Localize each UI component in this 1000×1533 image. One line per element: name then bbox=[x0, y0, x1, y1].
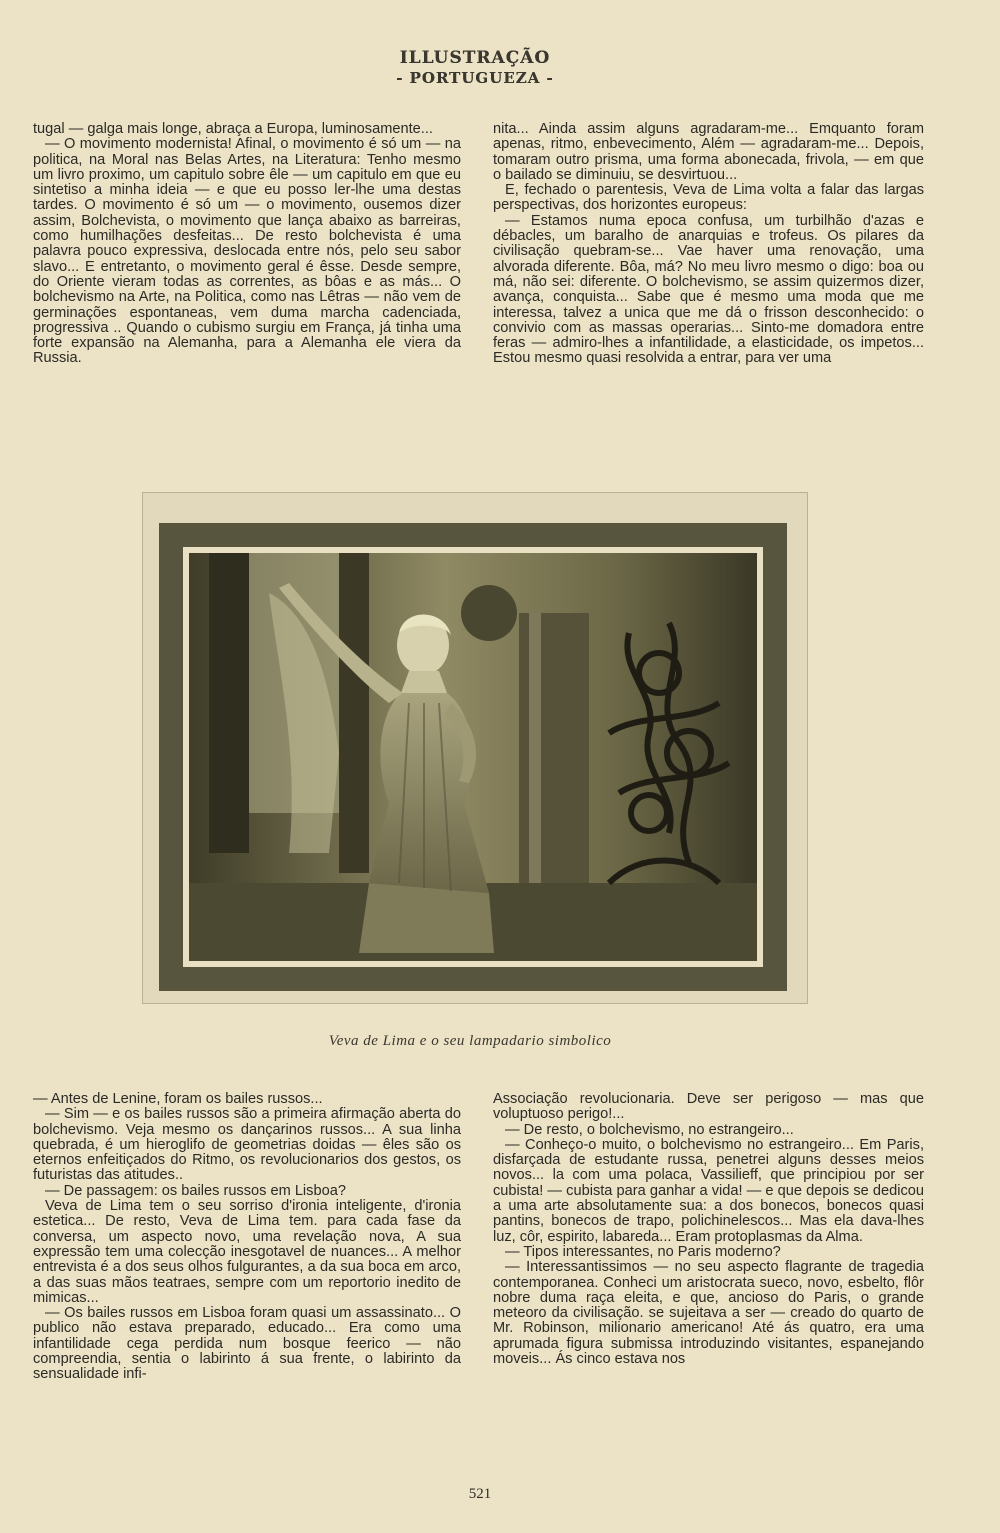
paragraph: nita... Ainda assim alguns agradaram-me... Emquanto foram apenas, ritmo, enbevecimento, Além — agradaram-me... Depois, tomaram outro prisma, uma forma abonecada, frivola, — em que o bailado se diminuiu, se desvirtuou... bbox=[493, 121, 924, 183]
text-column-top-right bbox=[493, 122, 924, 367]
paragraph: — Sim — e os bailes russos são a primeira afirmação aberta do bolchevismo. Veja mesmo os dançarinos russos... A sua linha quebrada, é um hieroglifo de geometrias doidas — êles são os eternos enfeitiçados do Ritmo, os revolucionarios dos gestos, os futuristas das atitudes.. bbox=[33, 1106, 461, 1184]
photo-border bbox=[183, 547, 763, 967]
masthead-line-2: - PORTUGUEZA - bbox=[396, 69, 554, 87]
paragraph: — De passagem: os bailes russos em Lisboa? bbox=[45, 1182, 346, 1199]
photo-frame bbox=[142, 492, 808, 1004]
paragraph: Veva de Lima tem o seu sorriso d'ironia inteligente, d'ironia estetica... De resto, Veva de Lima tem. para cada fase da conversa, um aspecto novo, uma revelação nova, A sua expressão tem uma colecção inesgotavel de nuances... A melhor entrevista é a dos seus olhos fulgurantes, a da sua boca em arco, a das suas mãos teatraes, sempre com um reportorio inedito de mimicas... bbox=[33, 1198, 461, 1306]
paragraph: — De resto, o bolchevismo, no estrangeiro... bbox=[505, 1121, 794, 1138]
masthead-line-1: ILLUSTRAÇÃO bbox=[399, 48, 551, 68]
text-column-bottom-left bbox=[33, 1092, 461, 1383]
paragraph: — Antes de Lenine, foram os bailes russos... bbox=[33, 1091, 323, 1107]
masthead-logo bbox=[395, 48, 555, 96]
paragraph: tugal — galga mais longe, abraça a Europa, luminosamente... bbox=[33, 121, 433, 137]
photo-caption: Veva de Lima e o seu lampadario simbolico bbox=[328, 1033, 612, 1049]
paragraph: — Os bailes russos em Lisboa foram quasi um assassinato... O publico não estava preparado, educado... Era como uma infantilidade cega perdida num bosque feerico — não compreendia, sentia o labirinto á sua frente, o labirinto da sensualidade infi- bbox=[33, 1305, 461, 1383]
paragraph: — O movimento modernista! Afinal, o movimento é só um — na politica, na Moral nas Belas Artes, na Literatura: Tenho mesmo um livro proximo, um capitulo sobre êle — um capitulo em que eu sintetiso a minha ideia — e que eu posso ler-lhe uma destas tardes. O movimento é só um — o movimento, ousemos dizer assim, Bolchevista, o movimento que lança abaixo as barreiras, como humilhações desfeitas... De resto bolchevista é uma palavra pouco expressiva, deslocada entre nós, pelo seu sabor slavo... E entretanto, o movimento geral é êsse. Desde sempre, do Oriente vieram todas as correntes, as bôas e as más... O bolchevismo na Arte, na Politica, como nas Lêtras — não vem de germinações espontaneas, vem duma marcha cadenciada, progressiva .. Quando o cubismo surgiu em França, já tinha uma forte expansão na Alemanha, para a Alemanha ele viera da Russia. bbox=[33, 136, 461, 367]
paragraph: — Estamos numa epoca confusa, um turbilhão d'azas e débacles, um baralho de anarquias e trofeus. Os pilares da civilisação quebram-se... Vae haver uma renovação, uma alvorada diferente. Bôa, má? No meu livro mesmo o digo: boa ou má, não sei: diferente. O bolchevismo, se assim quizermos dizer, avança, conquista... Sabe que é mesmo uma moda que me interessa, talvez a unica que me dá o frisson desconhecido: o convivio com as massas operarias... Sinto-me domadora entre feras — admiro-lhes a infantilidade, a elasticidade, os impetos... Estou mesmo quasi resolvida a entrar, para ver uma bbox=[493, 212, 924, 367]
paragraph: — Interessantissimos — no seu aspecto flagrante de tragedia contemporanea. Conheci um aristocrata sueco, novo, esbelto, flôr nobre duma raça eleita, e que, ancioso do Paris, o grande meteoro da civilisação. se sujeitava a ser — creado do quarto de Mr. Robinson, milionario americano! Até ás quatro, era uma aprumada figura submissa introduzindo visitantes, espanejando moveis... Ás cinco estava nos bbox=[493, 1259, 924, 1368]
page-number: 521 bbox=[468, 1486, 492, 1502]
text-column-bottom-right bbox=[493, 1092, 924, 1367]
paragraph: — Conheço-o muito, o bolchevismo no estrangeiro... Em Paris, disfarçada de estudante russa, penetrei alguns desses meios novos... la com uma polaca, Vassilieff, que principiou por ser cubista! — cubista para ganhar a vida! — e que depois se dedicou a uma arte absolutamente sua: a dos bonecos, bonecos quasi pantins, bonecos de trapo, polichinelescos... Mas ela dava-lhes luz, côr, espirito, labareda... Eram protoplasmas da Alma. bbox=[493, 1136, 924, 1245]
paragraph: — Tipos interessantes, no Paris moderno? bbox=[505, 1243, 781, 1260]
text-column-top-left bbox=[33, 122, 461, 367]
photograph-woman-lamp-icon bbox=[189, 553, 757, 961]
paragraph: Associação revolucionaria. Deve ser perigoso — mas que voluptuoso perigo!... bbox=[493, 1091, 924, 1123]
paragraph: E, fechado o parentesis, Veva de Lima volta a falar das largas perspectivas, dos horizontes europeus: bbox=[493, 182, 924, 214]
photo-mat bbox=[159, 523, 787, 991]
